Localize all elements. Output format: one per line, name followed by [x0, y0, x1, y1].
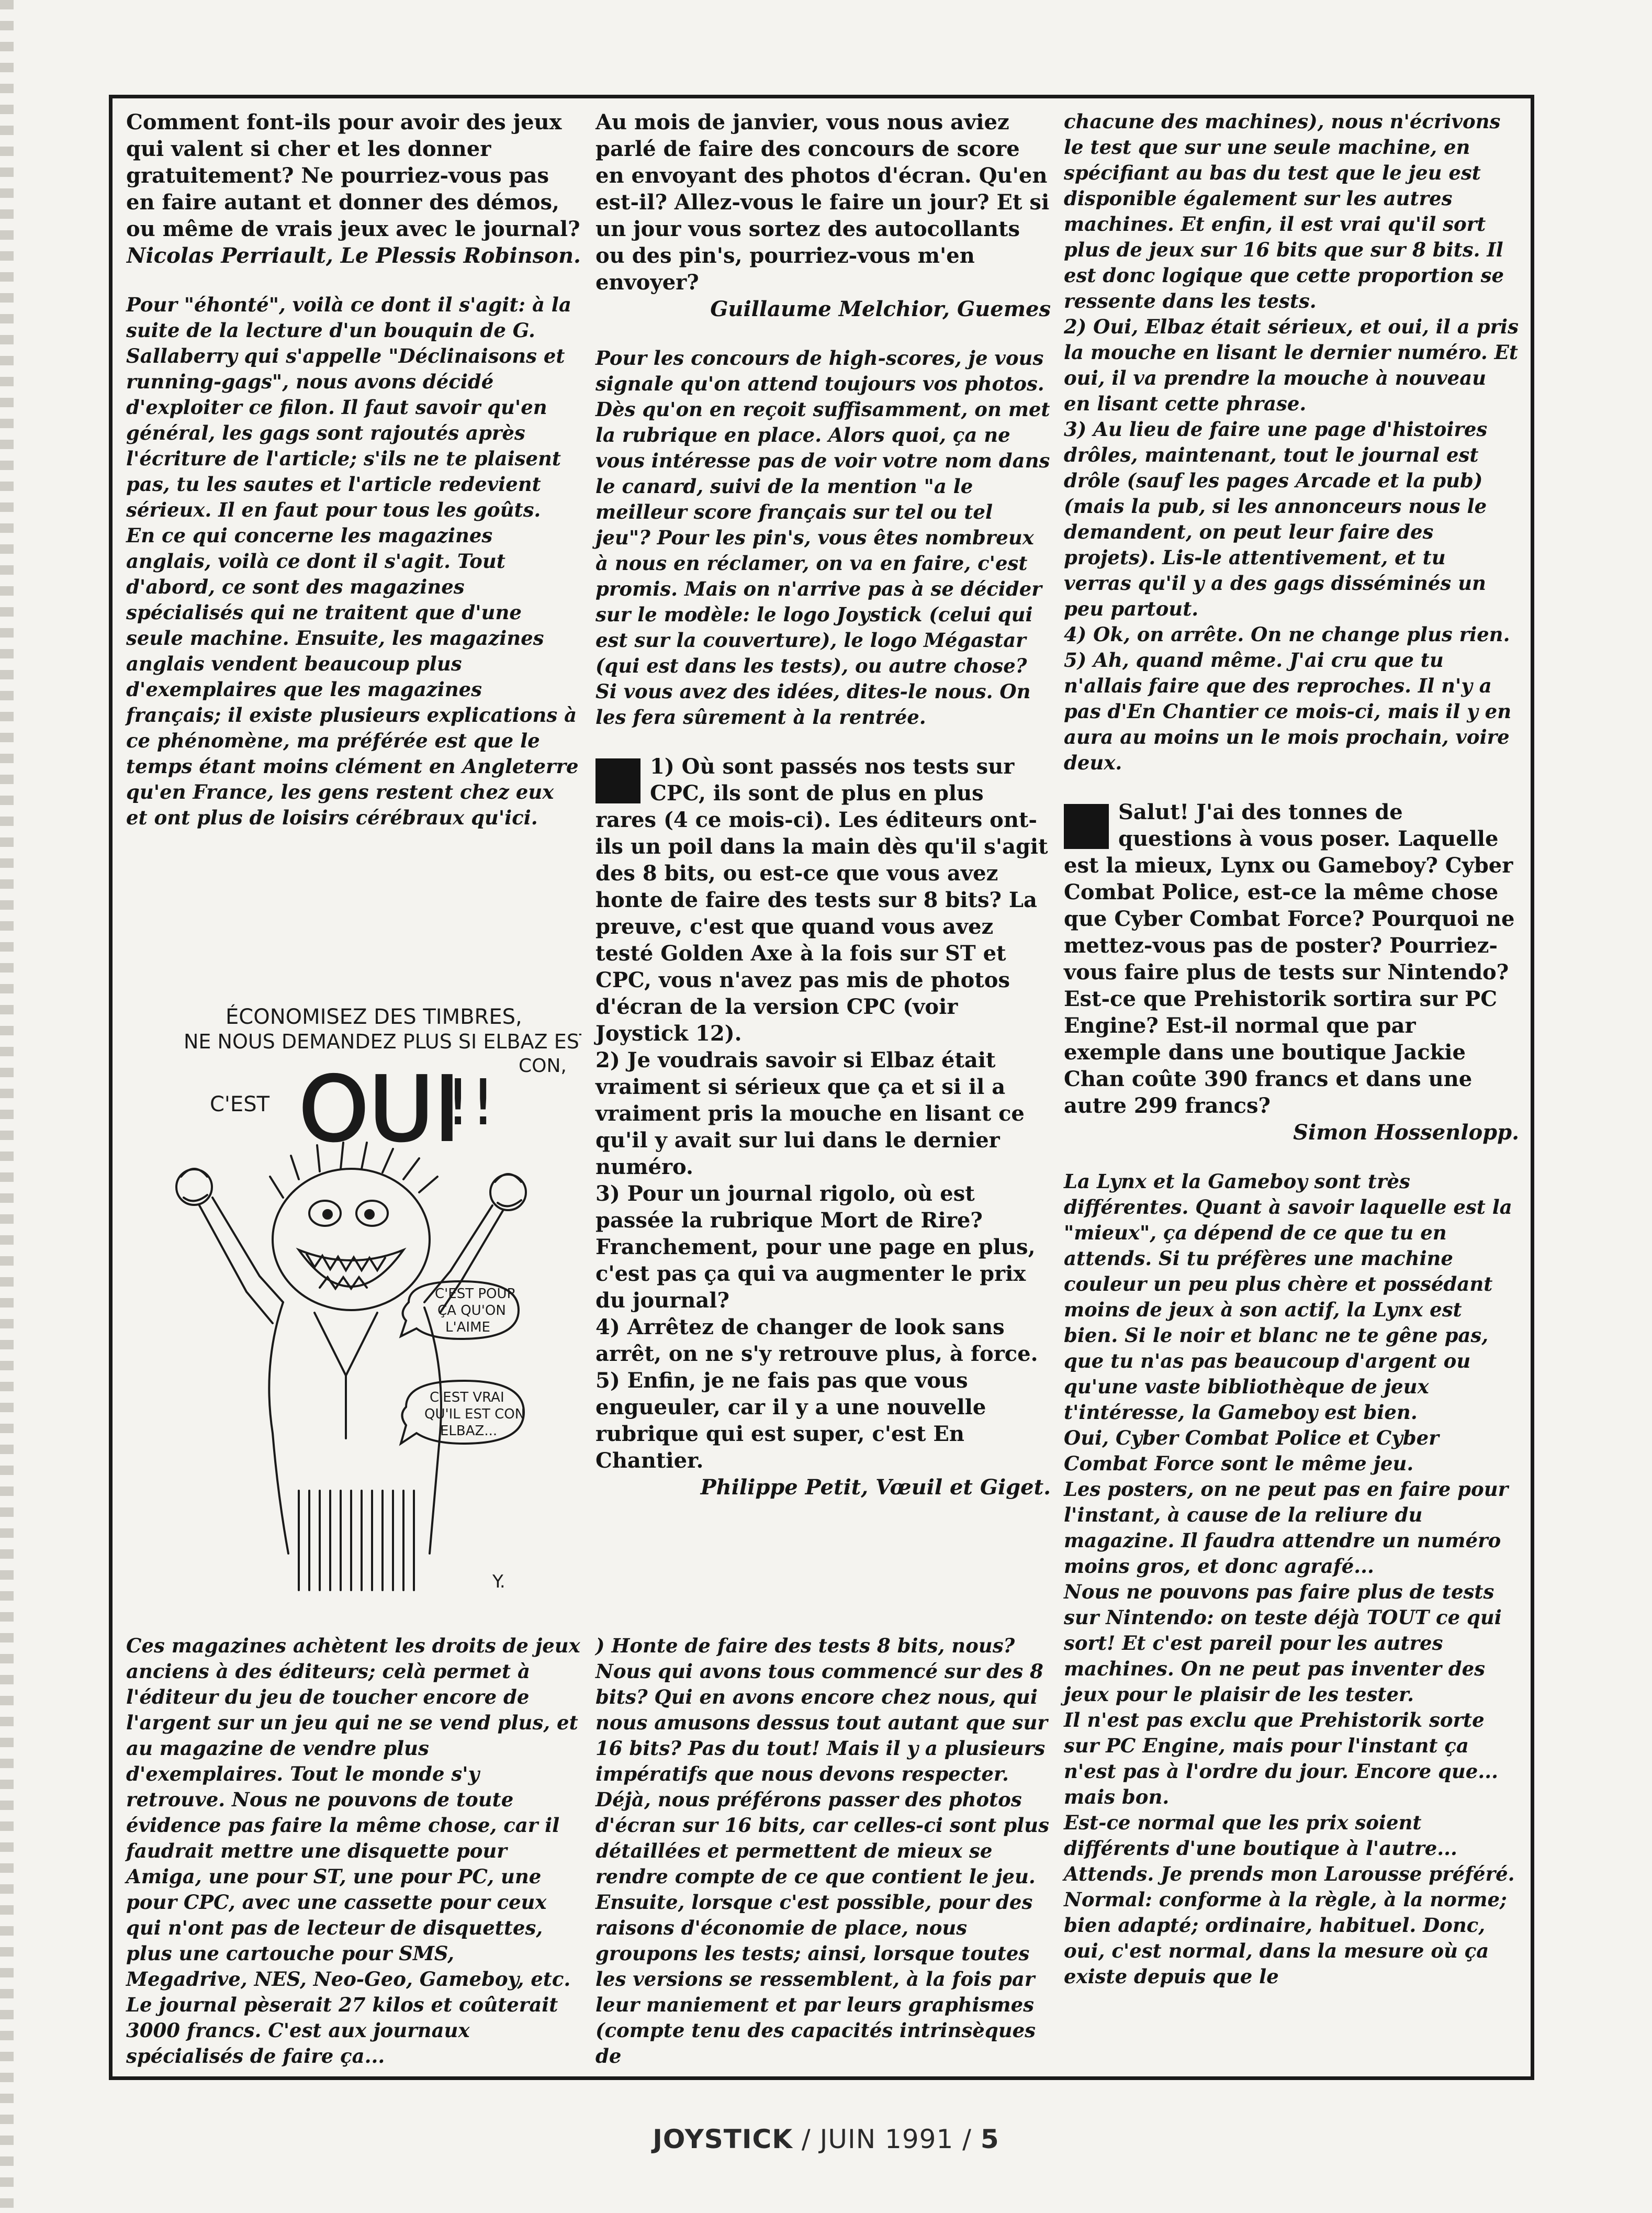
- letter-perriault: Comment font-ils pour avoir des jeux qui valent si cher et les donner gratuitement? Ne pourriez-vous pas en faire autant et donner des démos, ou même de vrais jeux avec le journal?: [126, 110, 580, 241]
- footer-separator: /: [962, 2124, 981, 2154]
- speech-bubble-1: [435, 1286, 516, 1335]
- cartoon-oui: OUI: [299, 1058, 460, 1161]
- bubble1-line: L'AIME: [445, 1320, 490, 1335]
- bubble1-line: ÇA QU'ON: [437, 1303, 506, 1318]
- page-frame: [109, 95, 1534, 2080]
- column-2-bottom: [595, 1633, 1051, 2069]
- signature-petit: Philippe Petit, Vœuil et Giget.: [700, 1475, 1051, 1500]
- answer-paragraph: chacune des machines), nous n'écrivons le test que sur une seule machine, en spécifiant au bas du test que le jeu est disponible également sur les autres machines. Et enfin, il est vrai qu'il sort plus de jeux sur 16 bits que sur 8 bits. Il est donc logique que cette proportion se ressente dans les tests.: [1064, 110, 1504, 312]
- signature-melchior: Guillaume Melchior, Guemes: [710, 297, 1051, 321]
- answer-paragraph: Pour les concours de high-scores, je vous signale qu'on attend toujours vos photos. Dès qu'on en reçoit suffisamment, on met la rubrique en place. Alors quoi, ça ne vous intéresse pas de voir votre nom dans le canard, suivi de la mention "a le meilleur score français sur tel ou tel jeu"? Pour les pin's, vous êtes nombreux à nous en réclamer, on va en faire, c'est promis. Mais on n'arrive pas à se décider sur le modèle: le logo Joystick (celui qui est sur la couverture), le logo Mégastar (qui est dans les tests), ou autre chose? Si vous avez des idées, dites-le nous. On les fera sûrement à la rentrée.: [595, 347, 1050, 729]
- bubble2-line: C'EST VRAI: [430, 1390, 504, 1405]
- letter-item: 4) Arrêtez de changer de look sans arrêt, on ne s'y retrouve plus, à force.: [595, 1315, 1038, 1366]
- footer-separator: /: [801, 2124, 820, 2154]
- bubble2-line: ELBAZ...: [440, 1423, 498, 1439]
- section-marker-square: [1064, 804, 1109, 849]
- answer-paragraph: 2) Oui, Elbaz était sérieux, et oui, il a pris la mouche en lisant le dernier numéro. Et oui, il va prendre la mouche à nouveau en lisant cette phrase.: [1064, 315, 1519, 415]
- column-1-top: [126, 109, 581, 831]
- footer-magazine: JOYSTICK: [653, 2124, 793, 2154]
- column-3: [1064, 109, 1519, 1990]
- answer-paragraph: En ce qui concerne les magazines anglais, voilà ce dont il s'agit. Tout d'abord, ce sont des magazines spécialisés qui ne traitent que d'une seule machine. Ensuite, les magazines anglais vendent beaucoup plus d'exemplaires que les magazines français; il existe plusieurs explications à ce phénomène, ma préférée est que le temps étant moins clément en Angleterre qu'en France, les gens restent chez eux et ont plus de loisirs cérébraux qu'ici.: [126, 524, 579, 829]
- letter-item: 3) Pour un journal rigolo, où est passée la rubrique Mort de Rire? Franchement, pour une page en plus, c'est pas ça qui va augmenter le prix du journal?: [595, 1181, 1036, 1313]
- laughing-character-drawing: [176, 1143, 526, 1590]
- answer-paragraph: La Lynx et la Gameboy sont très différentes. Quant à savoir laquelle est la "mieux", ça dépend de ce que tu en attends. Si tu préfères une machine couleur un peu plus chère et possédant moins de jeux à son actif, la Lynx est bien. Si le noir et blanc ne te gêne pas, que tu n'as pas beaucoup d'argent ou qu'une vaste bibliothèque de jeux t'intéresse, la Gameboy est bien.: [1064, 1170, 1512, 1424]
- footer-issue: JUIN 1991: [819, 2124, 954, 2154]
- answer-paragraph: Pour "éhonté", voilà ce dont il s'agit: à la suite de la lecture d'un bouquin de G. Sallaberry qui s'appelle "Déclinaisons et running-gags", nous avons décidé d'exploiter ce filon. Il faut savoir qu'en général, les gags sont rajoutés après l'écriture de l'article; s'ils ne te plaisent pas, tu les sautes et l'article redevient sérieux. Il en faut pour tous les goûts.: [126, 293, 571, 521]
- answer-paragraph: Nous ne pouvons pas faire plus de tests sur Nintendo: on teste déjà TOUT ce qui sort! Et c'est pareil pour les autres machines. On ne peut pas inventer des jeux pour le plaisir de les tester.: [1064, 1580, 1502, 1706]
- letter-item: 2) Je voudrais savoir si Elbaz était vraiment si sérieux que ça et si il a vraiment pris la mouche en lisant ce qu'il y avait sur lui dans le dernier numéro.: [595, 1048, 1025, 1179]
- cartoon-cest: C'EST: [210, 1092, 270, 1116]
- cartoon-artist-initial: Y.: [492, 1571, 505, 1592]
- binding-edge: [0, 0, 14, 2213]
- letter-item: 5) Enfin, je ne fais pas que vous engueuler, car il y a une nouvelle rubrique qui est super, c'est En Chantier.: [595, 1368, 986, 1473]
- page-footer: [0, 2124, 1652, 2154]
- letter-item: 1) Où sont passés nos tests sur CPC, ils sont de plus en plus rares (4 ce mois-ci). Les éditeurs ont-ils un poil dans la main dès qu'il s'agit des 8 bits, ou est-ce que vous avez honte de faire des tests sur 8 bits? La preuve, c'est que quand vous avez testé Golden Axe à la fois sur ST et CPC, vous n'avez pas mis de photos d'écran de la version CPC (voir Joystick 12).: [595, 754, 1048, 1046]
- answer-paragraph: 4) Ok, on arrête. On ne change plus rien.: [1064, 623, 1510, 646]
- bubble1-line: C'EST POUR: [435, 1286, 516, 1302]
- cartoon-exclamation: !!: [445, 1067, 496, 1139]
- letter-melchior: Au mois de janvier, vous nous aviez parlé de faire des concours de score en envoyant des photos d'écran. Qu'en est-il? Allez-vous le faire un jour? Et si un jour vous sortez des autocollants ou des pin's, pourriez-vous m'en envoyer?: [595, 110, 1050, 295]
- letter-hossenlopp: [1064, 799, 1519, 1119]
- column-1-bottom: [126, 1633, 581, 2069]
- answer-paragraph: Est-ce normal que les prix soient différents d'une boutique à l'autre... Attends. Je prends mon Larousse préféré. Normal: conforme à la règle, à la norme; bien adapté; ordinaire, habituel. Donc, oui, c'est normal, dans la mesure où ça existe depuis que le: [1064, 1811, 1515, 1988]
- cartoon-caption-line3: CON,: [519, 1055, 567, 1077]
- bubble2-line: QU'IL EST CON: [424, 1406, 525, 1422]
- column-2-top: [595, 109, 1051, 1501]
- answer-paragraph: Ces magazines achètent les droits de jeux anciens à des éditeurs; celà permet à l'éditeur du jeu de toucher encore de l'argent sur un jeu qui ne se vend plus, et au magazine de vendre plus d'exemplaires. Tout le monde s'y retrouve. Nous ne pouvons de toute évidence pas faire la même chose, car il faudrait mettre une disquette pour Amiga, une pour ST, une pour PC, une pour CPC, avec une cassette pour ceux qui n'ont pas de lecteur de disquettes, plus une cartouche pour SMS, Megadrive, NES, Neo-Geo, Gameboy, etc. Le journal pèserait 27 kilos et coûterait 3000 francs. C'est aux journaux spécialisés de faire ça...: [126, 1634, 580, 2067]
- letter-petit: [595, 753, 1051, 1474]
- answer-paragraph: 3) Au lieu de faire une page d'histoires drôles, maintenant, tout le journal est drôle (sauf les pages Arcade et la pub) (mais la pub, si les annonceurs nous le demandent, on peut leur faire des projets). Lis-le attentivement, et tu verras qu'il y a des gags disséminés un peu partout.: [1064, 418, 1488, 620]
- footer-page-number: 5: [980, 2124, 999, 2154]
- answer-paragraph: ) Honte de faire des tests 8 bits, nous? Nous qui avons tous commencé sur des 8 bits? Qui en avons encore chez nous, qui nous amusons dessus tout autant que sur 16 bits? Pas du tout! Mais il y a plusieurs impératifs que nous devons respecter. Déjà, nous préférons passer des photos d'écran sur 16 bits, car celles-ci sont plus détaillées et permettent de mieux se rendre compte de ce que contient le jeu. Ensuite, lorsque c'est possible, pour des raisons d'économie de place, nous groupons les tests; ainsi, lorsque toutes les versions se ressemblent, à la fois par leur maniement et par leurs graphismes (compte tenu des capacités intrinsèques de: [595, 1634, 1049, 2067]
- cartoon-caption-line1: ÉCONOMISEZ DES TIMBRES,: [226, 1005, 522, 1029]
- signature-perriault: Nicolas Perriault, Le Plessis Robinson.: [127, 243, 581, 268]
- signature-hossenlopp: Simon Hossenlopp.: [1293, 1120, 1519, 1145]
- letter-text: Salut! J'ai des tonnes de questions à vous poser. Laquelle est la mieux, Lynx ou Gameboy? Cyber Combat Police, est-ce la même chose que Cyber Combat Force? Pourquoi ne mettez-vous pas de poster? Pourriez-vous faire plus de tests sur Nintendo? Est-ce que Prehistorik sortira sur PC Engine? Est-il normal que par exemple dans une boutique Jackie Chan coûte 390 francs et dans une autre 299 francs?: [1064, 800, 1515, 1118]
- answer-paragraph: Oui, Cyber Combat Police et Cyber Combat Force sont le même jeu.: [1064, 1426, 1439, 1475]
- section-marker-square: [595, 758, 640, 803]
- answer-paragraph: Il n'est pas exclu que Prehistorik sorte sur PC Engine, mais pour l'instant ça n'est pas à l'ordre du jour. Encore que... mais bon.: [1064, 1708, 1498, 1808]
- answer-paragraph: Les posters, on ne peut pas en faire pour l'instant, à cause de la reliure du magazine. Il faudra attendre un numéro moins gros, et donc agrafé...: [1064, 1478, 1509, 1578]
- answer-paragraph: 5) Ah, quand même. J'ai cru que tu n'allais faire que des reproches. Il n'y a pas d'En Chantier ce mois-ci, mais il y en aura au moins un le mois prochain, voire deux.: [1064, 649, 1512, 774]
- cartoon-caption-line2: NE NOUS DEMANDEZ PLUS SI ELBAZ EST: [184, 1030, 581, 1053]
- cartoon-illustration: [126, 967, 581, 1606]
